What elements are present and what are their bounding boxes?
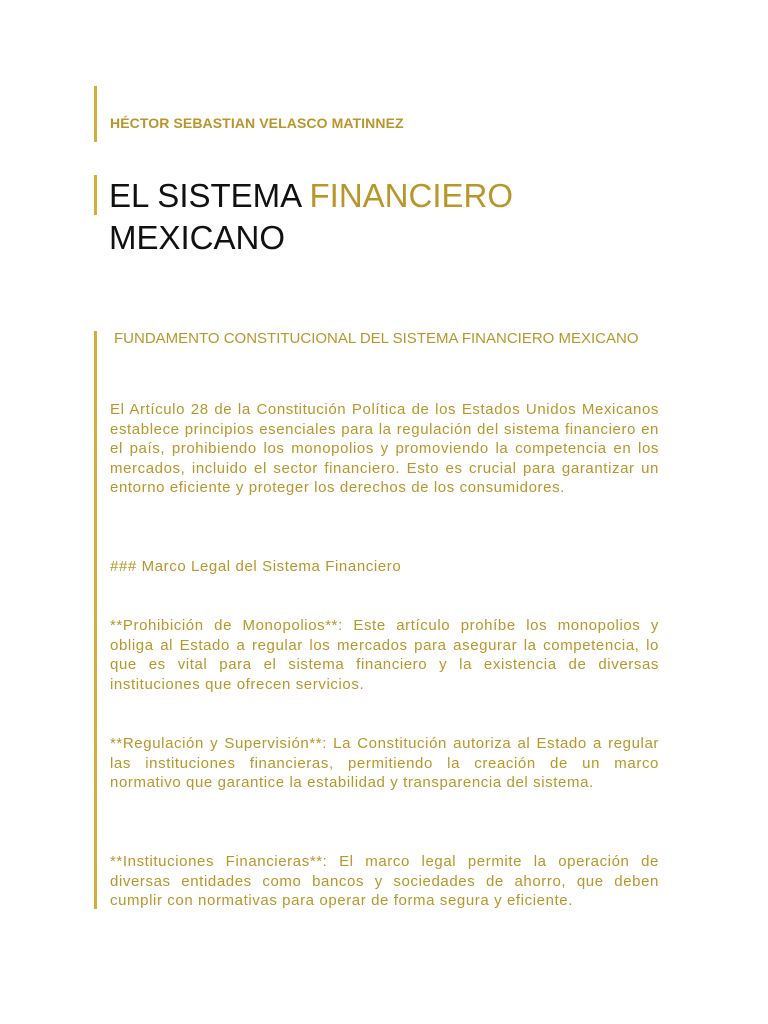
document-title <box>109 175 513 259</box>
subheading-marco-legal: ### Marco Legal del Sistema Financiero <box>110 558 402 575</box>
title-accent-bar <box>94 175 97 215</box>
author-accent-bar <box>94 86 97 142</box>
title-part-1: EL SISTEMA <box>109 177 310 214</box>
paragraph-regulacion: **Regulación y Supervisión**: La Constitución autoriza al Estado a regular las instituciones financieras, permitiendo la creación de un marco normativo que garantice la estabilidad y transparencia del sistema. <box>110 735 659 792</box>
title-accent-word: FINANCIERO <box>309 177 514 214</box>
paragraph-instituciones: **Instituciones Financieras**: El marco legal permite la operación de diversas entidades como bancos y sociedades de ahorro, que deben cumplir con normativas para operar de forma segura y eficiente. <box>110 853 659 910</box>
paragraph-articulo-28: El Artículo 28 de la Constitución Política de los Estados Unidos Mexicanos establece principios esenciales para la regulación del sistema financiero en el país, prohibiendo los monopolios y promoviendo la competencia en los mercados, incluido el sector financiero. Esto es crucial para garantizar un entorno eficiente y proteger los derechos de los consumidores. <box>110 401 659 497</box>
author-name: HÉCTOR SEBASTIAN VELASCO MATINNEZ <box>110 115 404 131</box>
body-accent-bar <box>94 331 97 909</box>
section-heading: FUNDAMENTO CONSTITUCIONAL DEL SISTEMA FINANCIERO MEXICANO <box>114 330 639 347</box>
paragraph-monopolios: **Prohibición de Monopolios**: Este artículo prohíbe los monopolios y obliga al Estado a regular los mercados para asegurar la competencia, lo que es vital para el sistema financiero y la existencia de diversas instituciones que ofrecen servicios. <box>110 617 659 693</box>
title-line-2: MEXICANO <box>109 219 286 256</box>
